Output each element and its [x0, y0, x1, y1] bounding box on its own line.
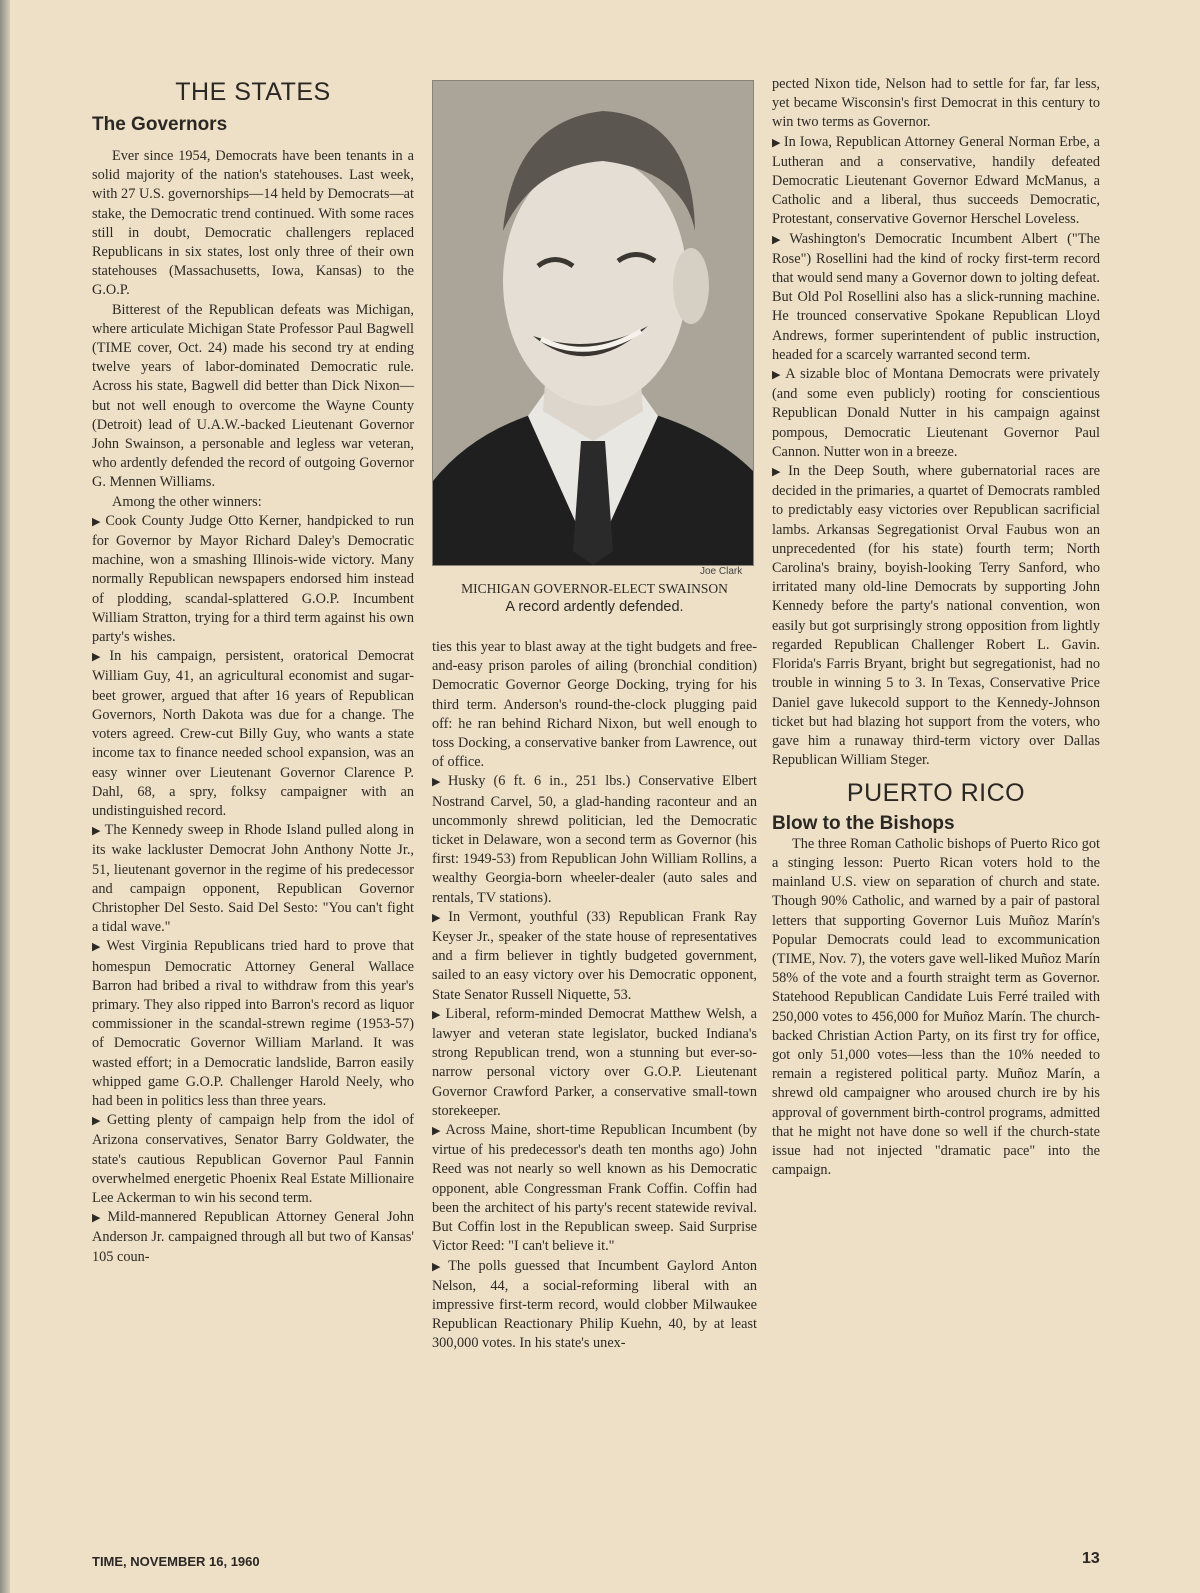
footer-dateline: TIME, NOVEMBER 16, 1960 — [92, 1554, 260, 1569]
list-item: ▶ In Vermont, youthful (33) Republican Frank Ray Keyser Jr., speaker of the state house of representatives and a firm believer in tightly budgeted government, sailed to an easy victory over his Democratic opponent, State Senator Russell Niquette, 53. — [432, 908, 757, 1003]
list-item: ▶ Liberal, reform-minded Democrat Matthew Welsh, a lawyer and veteran state legislator, bucked Indiana's strong Republican trend, won a stunning but ever-so-narrow personal victory over G.O.P. Lieutenant Governor Crawford Parker, a conservative small-town storekeeper. — [432, 1005, 757, 1119]
triangle-bullet-icon: ▶ — [92, 1115, 104, 1128]
list-item: ▶ Husky (6 ft. 6 in., 251 lbs.) Conservative Elbert Nostrand Carvel, 50, a glad-handing raconteur and an uncommonly shrewd politician, led the Democratic ticket in Delaware, won a second term as Governor (his first: 1949-53) from Republican John William Rollins, a wealthy Georgia-born wheeler-dealer (auto sales and rentals, TV stations). — [432, 773, 757, 906]
section-heading-puerto-rico: PUERTO RICO — [846, 779, 1026, 808]
subheading-blow-to-the-bishops: Blow to the Bishops — [772, 812, 955, 834]
paragraph: pected Nixon tide, Nelson had to settle for far, far less, yet became Wisconsin's first Democrat in this century to win two terms as Governor. — [772, 76, 1100, 131]
portrait-illustration — [433, 81, 753, 565]
list-item: ▶ West Virginia Republicans tried hard to prove that homespun Democratic Attorney General Wallace Barron had bribed a rival to withdraw from this year's primary. They also ripped into Barron's record as liquor commissioner in the scandal-strewn regime (1953-57) of Democratic Governor William Marland. It was wasted effort; in a Democratic landslide, Barron easily whipped game G.O.P. Challenger Harold Neely, who had been in politics less than three years. — [92, 938, 414, 1109]
triangle-bullet-icon: ▶ — [432, 1008, 443, 1021]
photo-caption-subtitle: A record ardently defended. — [505, 599, 684, 615]
triangle-bullet-icon: ▶ — [432, 776, 446, 789]
triangle-bullet-icon: ▶ — [772, 369, 783, 382]
photo-credit: Joe Clark — [700, 566, 743, 577]
paragraph: Bitterest of the Republican defeats was Michigan, where articulate Michigan State Professor Paul Bagwell (TIME cover, Oct. 24) made his second try at ending twelve years of labor-dominated Democratic rule. Across his state, Bagwell did better than Dick Nixon—but not well enough to overcome the Wayne County (Detroit) lead of U.A.W.-backed Lieutenant Governor John Swainson, a personable and legless war veteran, who ardently defended the record of outgoing Governor G. Mennen Williams. — [92, 301, 414, 491]
paragraph: Among the other winners: — [112, 493, 262, 510]
photo-caption-name: MICHIGAN GOVERNOR-ELECT SWAINSON — [461, 581, 728, 596]
paragraph: ties this year to blast away at the tight budgets and free-and-easy prison paroles of ailing (bronchial condition) Democratic Governor George Docking, trying for his third term. Anderson's round-the-clock plugging paid off: he ran behind Richard Nixon, but well enough to toss Docking, a conservative banker from Lawrence, out of office. — [432, 639, 757, 771]
portrait-photo-swainson — [432, 80, 754, 566]
triangle-bullet-icon: ▶ — [432, 1125, 443, 1138]
article-column-1 — [92, 147, 414, 1267]
list-item: ▶ Washington's Democratic Incumbent Albert ("The Rose") Rosellini had the kind of rocky first-term record that would send many a Governor down to jolting defeat. But Old Pol Rosellini also has a slick-running machine. He trounced conservative Spokane Republican Lloyd Andrews, former superintendent of public instruction, headed for a scarcely warranted second term. — [772, 230, 1100, 363]
paragraph: The three Roman Catholic bishops of Puerto Rico got a stinging lesson: Puerto Rican voters hold to the mainland U.S. view on separation of church and state. Though 90% Catholic, and warned by a pair of pastoral letters that supporting Governor Luis Muñoz Marín's Popular Democrats could lead to excommunication (TIME, Nov. 7), the voters gave well-liked Muñoz Marín 58% of the vote and a fourth straight term as Governor. Statehood Republican Candidate Luis Ferré trailed with 250,000 votes to 456,000 for Muñoz Marín. The church-backed Christian Action Party, on its first try for office, got only 51,000 votes—less than the 10% needed to remain a registered political party. Muñoz Marín, a shrewd old campaigner who aroused church ire by his approval of government birth-control programs, admitted that he might not have done so well if the church-state issue had not injected "dramatic pace" into the campaign. — [772, 835, 1100, 1179]
list-item: ▶ The Kennedy sweep in Rhode Island pulled along in its wake lackluster Democrat John Anthony Notte Jr., 51, lieutenant governor in the regime of his predecessor and campaign opponent, Republican Governor Christopher Del Sesto. Said Del Sesto: "You can't fight a tidal wave." — [92, 822, 414, 936]
list-item: ▶ Mild-mannered Republican Attorney General John Anderson Jr. campaigned through all but two of Kansas' 105 coun- — [92, 1209, 414, 1265]
list-item: ▶ Getting plenty of campaign help from the idol of Arizona conservatives, Senator Barry Goldwater, the state's cautious Republican Governor Paul Fannin overwhelmed energetic Phoenix Real Estate Millionaire Lee Ackerman to win his second term. — [92, 1112, 414, 1206]
triangle-bullet-icon: ▶ — [92, 825, 102, 838]
triangle-bullet-icon: ▶ — [432, 911, 446, 924]
page-edge-shadow — [0, 0, 10, 1593]
list-item: ▶ A sizable bloc of Montana Democrats were privately (and some even publicly) rooting for conscientious Republican Donald Nutter in his campaign against pompous, Democratic Lieutenant Governor Paul Cannon. Nutter won in a breeze. — [772, 366, 1100, 460]
triangle-bullet-icon: ▶ — [92, 515, 103, 528]
triangle-bullet-icon: ▶ — [772, 466, 786, 479]
triangle-bullet-icon: ▶ — [772, 233, 787, 246]
list-item: ▶ Across Maine, short-time Republican Incumbent (by virtue of his predecessor's death ten months ago) John Reed was not nearly so well known as his Democratic opponent, able Congressman Frank Coffin. Coffin had been the architect of his party's recent statewide revival. But Coffin lost in the Republican sweep. Said Surprise Victor Reed: "I can't believe it." — [432, 1122, 758, 1255]
triangle-bullet-icon: ▶ — [92, 651, 107, 664]
list-item: ▶ In the Deep South, where gubernatorial races are decided in the primaries, a quartet of Democrats rambled to predictably easy victories over Republican sacrificial lambs. Arkansas Segregationist Orval Faubus won an unprecedented (for his state) fourth term; North Carolina's brainy, boyish-looking Terry Sanford, who irritated many old-line Democrats by supporting John Kennedy before the party's national convention, won easily but got surprisingly strong opposition from lightly regarded Republican Challenger Robert L. Gavin. Florida's Farris Bryant, bright but segregationist, had no trouble in winning 5 to 3. In Texas, Conservative Price Daniel gave lukecold support to the Kennedy-Johnson ticket but had blazing hot support from the voters, who gave him a runaway third-term victory over Dallas Republican William Steger. — [772, 463, 1100, 769]
section-heading-the-states: THE STATES — [175, 78, 331, 106]
triangle-bullet-icon: ▶ — [772, 136, 781, 149]
triangle-bullet-icon: ▶ — [92, 1212, 105, 1225]
list-item: ▶ Cook County Judge Otto Kerner, handpicked to run for Governor by Mayor Richard Daley's Democratic machine, won a smashing Illinois-wide victory. Many normally Republican newspapers endorsed him instead of plodding, scandal-splattered G.O.P. Incumbent William Stratton, trying for a third term against his own party's wishes. — [92, 512, 414, 646]
page-number: 13 — [1082, 1550, 1100, 1567]
triangle-bullet-icon: ▶ — [92, 941, 104, 954]
list-item: ▶ In his campaign, persistent, oratorical Democrat William Guy, 41, an agricultural economist and sugar-beet grower, argued that after 16 years of Republican Governors, North Dakota was due for a change. The voters agreed. Crew-cut Billy Guy, who wants a state income tax to finance needed school expansion, was an easy winner over Lieutenant Governor Clarence P. Dahl, 68, a spry, folksy campaigner with an undistinguished record. — [92, 648, 414, 819]
subheading-the-governors: The Governors — [92, 114, 228, 135]
list-item: ▶ In Iowa, Republican Attorney General Norman Erbe, a Lutheran and a conservative, handily defeated Democratic Lieutenant Governor Edward McManus, a Catholic and a liberal, thus succeeds Democratic, Protestant, conservative Governor Herschel Loveless. — [772, 133, 1100, 228]
paragraph: Ever since 1954, Democrats have been tenants in a solid majority of the nation's statehouses. Last week, with 27 U.S. governorships—14 held by Democrats—at stake, the Democratic trend continued. With some races still in doubt, Democratic challengers replaced Republicans in six states, lost only three of their own statehouses (Massachusetts, Iowa, Kansas) to the G.O.P. — [92, 148, 414, 299]
article-column-3 — [772, 75, 1100, 1180]
triangle-bullet-icon: ▶ — [432, 1260, 446, 1273]
article-column-2 — [432, 638, 757, 1354]
list-item: ▶ The polls guessed that Incumbent Gaylord Anton Nelson, 44, a social-reforming liberal with an impressive first-term record, would clobber Milwaukee Republican Reactionary Philip Kuehn, 40, by at least 300,000 votes. In his state's unex- — [432, 1257, 757, 1352]
